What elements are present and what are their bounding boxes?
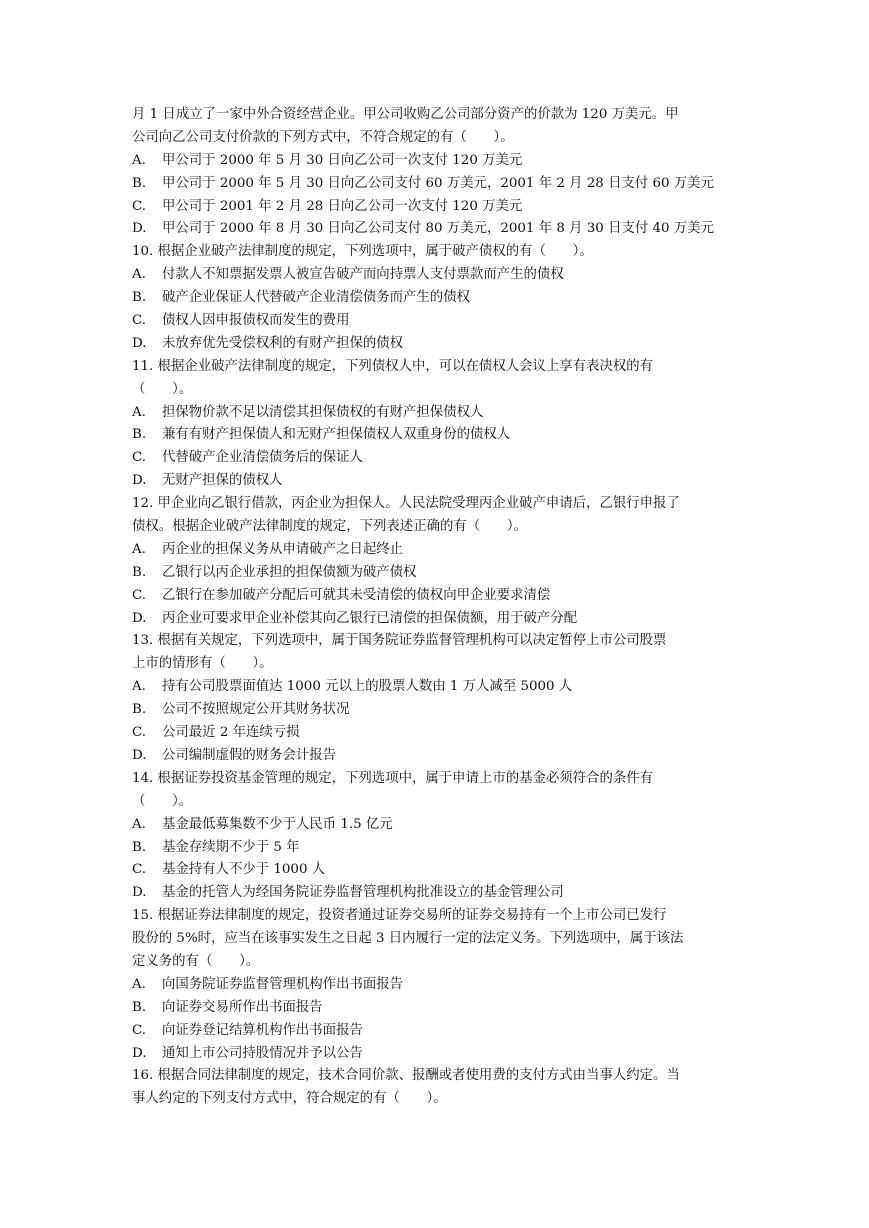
option-letter: C.: [132, 862, 147, 878]
question-stem-line: 上市的情形有（ ）。: [132, 656, 273, 672]
option-letter: A.: [132, 267, 146, 283]
option-letter: D.: [132, 747, 147, 763]
option-text: 甲公司于 2001 年 2 月 28 日向乙公司一次支付 120 万美元: [162, 198, 523, 214]
option-text: 乙银行在参加破产分配后可就其未受清偿的债权向甲企业要求清偿: [162, 587, 551, 603]
option-b: [132, 173, 737, 196]
option-row: [132, 745, 737, 768]
question-block: [132, 1065, 737, 1111]
option-letter: B.: [132, 427, 147, 443]
option-letter: A.: [132, 679, 146, 695]
question-stem-line: 14. 根据证券投资基金管理的规定，下列选项中，属于申请上市的基金必须符合的条件有: [132, 770, 654, 786]
option-letter: A.: [132, 976, 146, 992]
option-row: [132, 699, 737, 722]
option-letter: B.: [132, 290, 147, 306]
option-text: 兼有有财产担保债人和无财产担保债权人双重身份的债权人: [162, 427, 511, 443]
option-row: [132, 837, 737, 860]
option-letter: D.: [132, 335, 147, 351]
option-text: 向证券登记结算机构作出书面报告: [162, 1022, 363, 1038]
option-text: 代替破产企业清偿债务后的保证人: [162, 450, 363, 466]
option-row: [132, 447, 737, 470]
option-letter: C.: [132, 1022, 147, 1038]
option-letter: A.: [132, 152, 146, 168]
option-letter: A.: [132, 816, 146, 832]
option-d: [132, 218, 737, 241]
question-stem-line: 11. 根据企业破产法律制度的规定，下列债权人中，可以在债权人会议上享有表决权的有: [132, 358, 654, 374]
option-c: [132, 196, 737, 219]
option-letter: C.: [132, 587, 147, 603]
option-row: [132, 287, 737, 310]
option-row: [132, 402, 737, 425]
option-text: 债权人因申报债权而发生的费用: [162, 313, 350, 329]
option-text: 甲公司于 2000 年 5 月 30 日向乙公司一次支付 120 万美元: [162, 152, 523, 168]
option-letter: A.: [132, 541, 146, 557]
option-row: [132, 814, 737, 837]
question-block: [132, 768, 737, 905]
question-stem-line: （ ）。: [132, 793, 193, 809]
option-row: [132, 424, 737, 447]
option-text: 基金持有人不少于 1000 人: [162, 862, 326, 878]
option-letter: B.: [132, 175, 147, 191]
option-letter: B.: [132, 702, 147, 718]
option-row: [132, 585, 737, 608]
option-letter: C.: [132, 450, 147, 466]
option-text: 担保物价款不足以清偿其担保债权的有财产担保债权人: [162, 404, 484, 420]
option-row: [132, 608, 737, 631]
option-letter: B.: [132, 839, 147, 855]
option-row: [132, 676, 737, 699]
option-row: [132, 310, 737, 333]
question-stem-line: 16. 根据合同法律制度的规定，技术合同价款、报酬或者使用费的支付方式由当事人约定。当: [132, 1068, 680, 1084]
option-text: 无财产担保的债权人: [162, 473, 283, 489]
option-row: [132, 859, 737, 882]
option-text: 甲公司于 2000 年 5 月 30 日向乙公司支付 60 万美元，2001 年 2 月 28 日支付 60 万美元: [162, 175, 714, 191]
option-letter: C.: [132, 198, 147, 214]
option-letter: D.: [132, 610, 147, 626]
option-row: [132, 974, 737, 997]
option-row: [132, 264, 737, 287]
question-stem-line: 13. 根据有关规定，下列选项中，属于国务院证券监督管理机构可以决定暂停上市公司股票: [132, 633, 667, 649]
questions-container: [132, 241, 737, 1111]
stem-line: 公司向乙公司支付价款的下列方式中，不符合规定的有（ ）。: [132, 129, 514, 145]
question-stem-line: （ ）。: [132, 381, 193, 397]
question-block: [132, 630, 737, 767]
option-text: 基金存续期不少于 5 年: [162, 839, 300, 855]
question-stem-line: 12. 甲企业向乙银行借款，丙企业为担保人。人民法院受理丙企业破产申请后，乙银行申报了: [132, 496, 680, 512]
option-letter: D.: [132, 1045, 147, 1061]
option-row: [132, 882, 737, 905]
option-text: 公司编制虚假的财务会计报告: [162, 747, 337, 763]
question-stem-line: 债权。根据企业破产法律制度的规定，下列表述正确的有（ ）。: [132, 519, 528, 535]
question-block: [132, 493, 737, 630]
question-stem-line: 10. 根据企业破产法律制度的规定，下列选项中，属于破产债权的有（ ）。: [132, 244, 593, 260]
option-text: 付款人不知票据发票人被宣告破产而向持票人支付票款而产生的债权: [162, 267, 564, 283]
question-block: [132, 905, 737, 1065]
question-block: [132, 241, 737, 355]
option-row: [132, 470, 737, 493]
question-9-options: [132, 150, 737, 242]
option-a: [132, 150, 737, 173]
option-text: 甲公司于 2000 年 8 月 30 日向乙公司支付 80 万美元，2001 年 8 月 30 日支付 40 万美元: [162, 221, 714, 237]
option-text: 向国务院证券监督管理机构作出书面报告: [162, 976, 404, 992]
option-letter: C.: [132, 725, 147, 741]
option-row: [132, 562, 737, 585]
question-stem-line: 股份的 5%时，应当在该事实发生之日起 3 日内履行一定的法定义务。下列选项中，属于该法: [132, 931, 684, 947]
option-row: [132, 1020, 737, 1043]
option-letter: D.: [132, 885, 147, 901]
option-text: 公司最近 2 年连续亏损: [162, 725, 300, 741]
option-text: 基金最低募集数不少于人民币 1.5 亿元: [162, 816, 393, 832]
question-list: [132, 104, 737, 1111]
option-text: 通知上市公司持股情况并予以公告: [162, 1045, 363, 1061]
option-text: 破产企业保证人代替破产企业清偿债务而产生的债权: [162, 290, 470, 306]
option-letter: D.: [132, 473, 147, 489]
option-text: 乙银行以丙企业承担的担保债额为破产债权: [162, 564, 417, 580]
question-stem-line: 定义务的有（ ）。: [132, 953, 260, 969]
option-letter: B.: [132, 564, 147, 580]
option-text: 丙企业可要求甲企业补偿其向乙银行已清偿的担保债额，用于破产分配: [162, 610, 578, 626]
option-text: 公司不按照规定公开其财务状况: [162, 702, 350, 718]
option-text: 丙企业的担保义务从申请破产之日起终止: [162, 541, 404, 557]
option-text: 基金的托管人为经国务院证券监督管理机构批准设立的基金管理公司: [162, 885, 564, 901]
question-block: [132, 356, 737, 493]
option-letter: D.: [132, 221, 147, 237]
question-stem-line: 15. 根据证券法律制度的规定，投资者通过证券交易所的证券交易持有一个上市公司已发行: [132, 908, 667, 924]
option-text: 持有公司股票面值达 1000 元以上的股票人数由 1 万人减至 5000 人: [162, 679, 573, 695]
question-stem-line: 事人约定的下列支付方式中，符合规定的有（ ）。: [132, 1091, 447, 1107]
option-letter: C.: [132, 313, 147, 329]
option-text: 未放弃优先受偿权利的有财产担保的债权: [162, 335, 404, 351]
option-letter: A.: [132, 404, 146, 420]
option-row: [132, 722, 737, 745]
option-row: [132, 333, 737, 356]
option-row: [132, 1043, 737, 1066]
option-row: [132, 997, 737, 1020]
option-text: 向证券交易所作出书面报告: [162, 999, 323, 1015]
stem-line: 月 1 日成立了一家中外合资经营企业。甲公司收购乙公司部分资产的价款为 120 万美元。甲: [132, 107, 679, 122]
question-9-stem: [132, 104, 737, 150]
option-letter: B.: [132, 999, 147, 1015]
option-row: [132, 539, 737, 562]
